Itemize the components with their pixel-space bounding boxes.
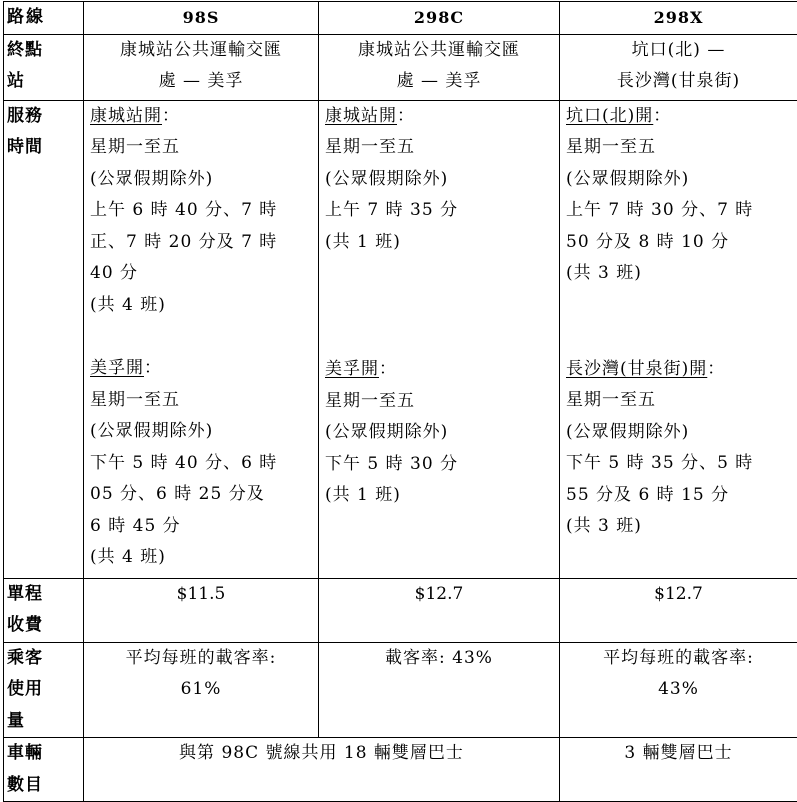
terminal-298c: 康城站公共運輸交匯 處 — 美孚 bbox=[319, 34, 560, 100]
route-info-table bbox=[3, 1, 797, 802]
departure-heading: 美孚開： bbox=[90, 353, 314, 385]
fare-row bbox=[4, 578, 797, 642]
patronage-row bbox=[4, 642, 797, 738]
service-row bbox=[4, 100, 797, 578]
service-label: 服務 時間 bbox=[4, 100, 84, 578]
fare-298c: $12.7 bbox=[319, 578, 560, 642]
service-98s: 康城站開： 星期一至五 (公眾假期除外) 上午 6 時 40 分、7 時 正、7 時 20 分及 7 時 40 分 (共 4 班) 美孚開： 星期一至五 (公眾假期除外) 下午 5 時 40 分、6 時 05 分、6 時 25 分及 6 時 45 分 (共 4 班) bbox=[84, 100, 319, 578]
departure-heading: 長沙灣(甘泉街)開： bbox=[566, 354, 793, 386]
terminal-298x: 坑口(北) — 長沙灣(甘泉街) bbox=[560, 34, 797, 100]
service-298x: 坑口(北)開： 星期一至五 (公眾假期除外) 上午 7 時 30 分、7 時 50 分及 8 時 10 分 (共 3 班) 長沙灣(甘泉街)開： 星期一至五 (公眾假期除外) 下午 5 時 35 分、5 時 55 分及 6 時 15 分 (共 3 班) bbox=[560, 100, 797, 578]
departure-heading: 美孚開： bbox=[325, 354, 555, 386]
terminal-row bbox=[4, 34, 797, 100]
fleet-298x: 3 輛雙層巴士 bbox=[560, 738, 797, 802]
route-header-label: 路線 bbox=[4, 2, 84, 35]
route-98s-header: 98S bbox=[84, 2, 319, 35]
terminal-98s: 康城站公共運輸交匯 處 — 美孚 bbox=[84, 34, 319, 100]
terminal-label: 終點 站 bbox=[4, 34, 84, 100]
route-298x-header: 298X bbox=[560, 2, 797, 35]
patronage-label: 乘客 使用 量 bbox=[4, 642, 84, 738]
fare-98s: $11.5 bbox=[84, 578, 319, 642]
patronage-98s: 平均每班的載客率: 61% bbox=[84, 642, 319, 738]
departure-heading: 坑口(北)開： bbox=[566, 101, 793, 133]
fare-label: 單程 收費 bbox=[4, 578, 84, 642]
departure-heading: 康城站開： bbox=[325, 101, 555, 133]
service-298c: 康城站開： 星期一至五 (公眾假期除外) 上午 7 時 35 分 (共 1 班) 美孚開： 星期一至五 (公眾假期除外) 下午 5 時 30 分 (共 1 班) bbox=[319, 100, 560, 578]
route-298c-header: 298C bbox=[319, 2, 560, 35]
fleet-label: 車輛 數目 bbox=[4, 738, 84, 802]
fare-298x: $12.7 bbox=[560, 578, 797, 642]
fleet-shared: 與第 98C 號線共用 18 輛雙層巴士 bbox=[84, 738, 560, 802]
departure-heading: 康城站開： bbox=[90, 101, 314, 133]
patronage-298c: 載客率: 43% bbox=[319, 642, 560, 738]
patronage-298x: 平均每班的載客率: 43% bbox=[560, 642, 797, 738]
header-row bbox=[4, 2, 797, 35]
fleet-row bbox=[4, 738, 797, 802]
